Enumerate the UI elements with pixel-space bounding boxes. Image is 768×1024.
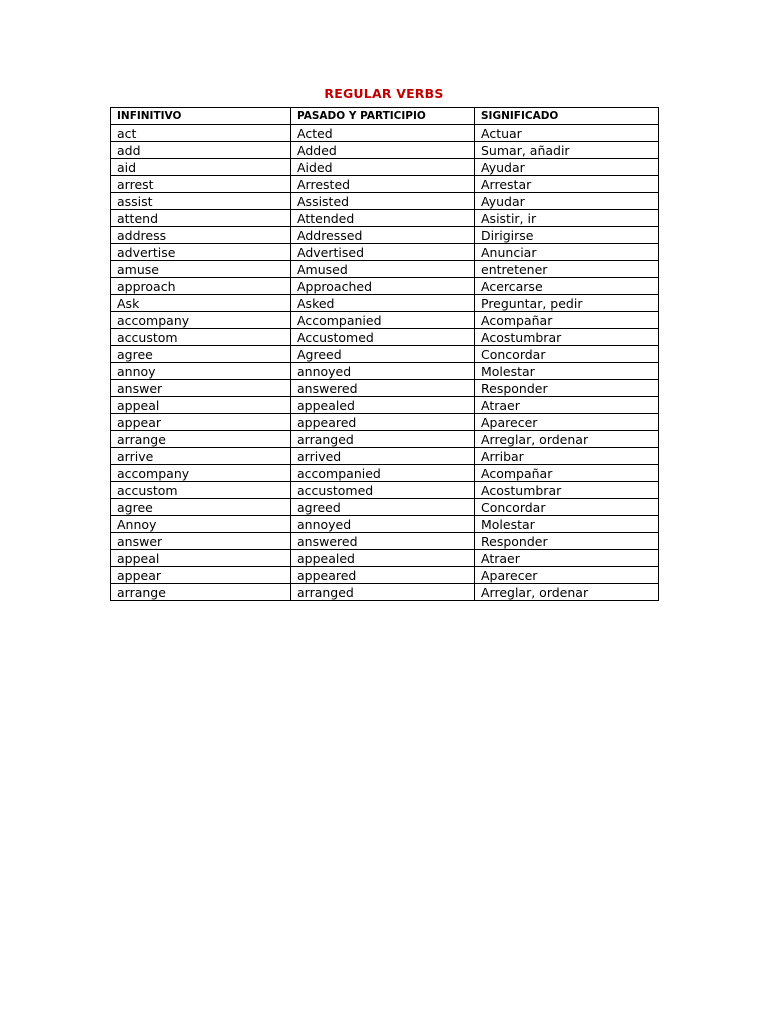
header-significado: SIGNIFICADO: [475, 108, 659, 125]
cell-pasado-participio: Acted: [291, 125, 475, 142]
cell-infinitivo: appeal: [111, 550, 291, 567]
table-row: [111, 363, 659, 380]
cell-pasado-participio: Arrested: [291, 176, 475, 193]
cell-pasado-participio: Aided: [291, 159, 475, 176]
cell-pasado-participio: accustomed: [291, 482, 475, 499]
table-row: [111, 329, 659, 346]
cell-significado: Responder: [475, 533, 659, 550]
cell-significado: Acostumbrar: [475, 482, 659, 499]
cell-pasado-participio: Advertised: [291, 244, 475, 261]
cell-infinitivo: amuse: [111, 261, 291, 278]
cell-significado: Atraer: [475, 550, 659, 567]
cell-infinitivo: arrange: [111, 584, 291, 601]
cell-infinitivo: appear: [111, 567, 291, 584]
cell-infinitivo: accustom: [111, 329, 291, 346]
table-row: [111, 516, 659, 533]
cell-pasado-participio: annoyed: [291, 516, 475, 533]
cell-infinitivo: attend: [111, 210, 291, 227]
cell-infinitivo: advertise: [111, 244, 291, 261]
table-row: [111, 550, 659, 567]
table-row: [111, 465, 659, 482]
cell-pasado-participio: Approached: [291, 278, 475, 295]
cell-pasado-participio: Accustomed: [291, 329, 475, 346]
table-row: [111, 295, 659, 312]
cell-significado: Responder: [475, 380, 659, 397]
cell-infinitivo: Annoy: [111, 516, 291, 533]
cell-significado: Acompañar: [475, 465, 659, 482]
table-row: [111, 125, 659, 142]
cell-infinitivo: arrive: [111, 448, 291, 465]
cell-pasado-participio: appealed: [291, 397, 475, 414]
table-body: [111, 125, 659, 601]
cell-infinitivo: annoy: [111, 363, 291, 380]
cell-pasado-participio: appeared: [291, 567, 475, 584]
cell-infinitivo: answer: [111, 533, 291, 550]
cell-significado: Acercarse: [475, 278, 659, 295]
verbs-table: [110, 107, 659, 601]
cell-infinitivo: accompany: [111, 312, 291, 329]
table-row: [111, 397, 659, 414]
cell-infinitivo: arrange: [111, 431, 291, 448]
table-row: [111, 499, 659, 516]
cell-infinitivo: accustom: [111, 482, 291, 499]
table-row: [111, 431, 659, 448]
cell-pasado-participio: appeared: [291, 414, 475, 431]
cell-significado: Aparecer: [475, 567, 659, 584]
cell-infinitivo: accompany: [111, 465, 291, 482]
cell-significado: Ayudar: [475, 159, 659, 176]
cell-significado: Concordar: [475, 346, 659, 363]
cell-significado: Actuar: [475, 125, 659, 142]
cell-significado: Acostumbrar: [475, 329, 659, 346]
cell-pasado-participio: annoyed: [291, 363, 475, 380]
header-pasado-participio: PASADO Y PARTICIPIO: [291, 108, 475, 125]
cell-infinitivo: aid: [111, 159, 291, 176]
cell-pasado-participio: arrived: [291, 448, 475, 465]
cell-infinitivo: Ask: [111, 295, 291, 312]
cell-significado: Sumar, añadir: [475, 142, 659, 159]
cell-infinitivo: address: [111, 227, 291, 244]
cell-infinitivo: add: [111, 142, 291, 159]
table-row: [111, 448, 659, 465]
cell-infinitivo: appear: [111, 414, 291, 431]
cell-pasado-participio: appealed: [291, 550, 475, 567]
header-infinitivo: INFINITIVO: [111, 108, 291, 125]
cell-significado: Arrestar: [475, 176, 659, 193]
cell-significado: Arreglar, ordenar: [475, 431, 659, 448]
table-row: [111, 193, 659, 210]
cell-pasado-participio: Accompanied: [291, 312, 475, 329]
cell-pasado-participio: arranged: [291, 431, 475, 448]
cell-significado: Acompañar: [475, 312, 659, 329]
table-row: [111, 176, 659, 193]
table-row: [111, 159, 659, 176]
cell-significado: Atraer: [475, 397, 659, 414]
cell-pasado-participio: accompanied: [291, 465, 475, 482]
cell-infinitivo: agree: [111, 346, 291, 363]
table-row: [111, 346, 659, 363]
cell-pasado-participio: answered: [291, 380, 475, 397]
cell-significado: Asistir, ir: [475, 210, 659, 227]
cell-infinitivo: assist: [111, 193, 291, 210]
cell-pasado-participio: Addressed: [291, 227, 475, 244]
cell-infinitivo: appeal: [111, 397, 291, 414]
table-row: [111, 584, 659, 601]
table-row: [111, 380, 659, 397]
table-row: [111, 312, 659, 329]
cell-infinitivo: agree: [111, 499, 291, 516]
cell-significado: Anunciar: [475, 244, 659, 261]
cell-significado: Molestar: [475, 516, 659, 533]
table-row: [111, 210, 659, 227]
table-row: [111, 567, 659, 584]
cell-infinitivo: act: [111, 125, 291, 142]
cell-significado: Preguntar, pedir: [475, 295, 659, 312]
table-row: [111, 482, 659, 499]
cell-significado: Concordar: [475, 499, 659, 516]
cell-pasado-participio: Added: [291, 142, 475, 159]
cell-significado: Arribar: [475, 448, 659, 465]
table-row: [111, 533, 659, 550]
cell-pasado-participio: answered: [291, 533, 475, 550]
cell-pasado-participio: Attended: [291, 210, 475, 227]
table-row: [111, 278, 659, 295]
document-title: REGULAR VERBS: [324, 86, 444, 101]
table-header: [111, 108, 659, 125]
cell-significado: Aparecer: [475, 414, 659, 431]
cell-significado: entretener: [475, 261, 659, 278]
cell-infinitivo: arrest: [111, 176, 291, 193]
cell-pasado-participio: Amused: [291, 261, 475, 278]
table-row: [111, 227, 659, 244]
table-row: [111, 261, 659, 278]
cell-infinitivo: answer: [111, 380, 291, 397]
cell-pasado-participio: Asked: [291, 295, 475, 312]
cell-pasado-participio: Assisted: [291, 193, 475, 210]
cell-significado: Ayudar: [475, 193, 659, 210]
cell-pasado-participio: Agreed: [291, 346, 475, 363]
cell-pasado-participio: arranged: [291, 584, 475, 601]
table-row: [111, 142, 659, 159]
table-row: [111, 244, 659, 261]
cell-significado: Arreglar, ordenar: [475, 584, 659, 601]
cell-significado: Molestar: [475, 363, 659, 380]
header-row: [111, 108, 659, 125]
cell-infinitivo: approach: [111, 278, 291, 295]
table-row: [111, 414, 659, 431]
cell-pasado-participio: agreed: [291, 499, 475, 516]
cell-significado: Dirigirse: [475, 227, 659, 244]
